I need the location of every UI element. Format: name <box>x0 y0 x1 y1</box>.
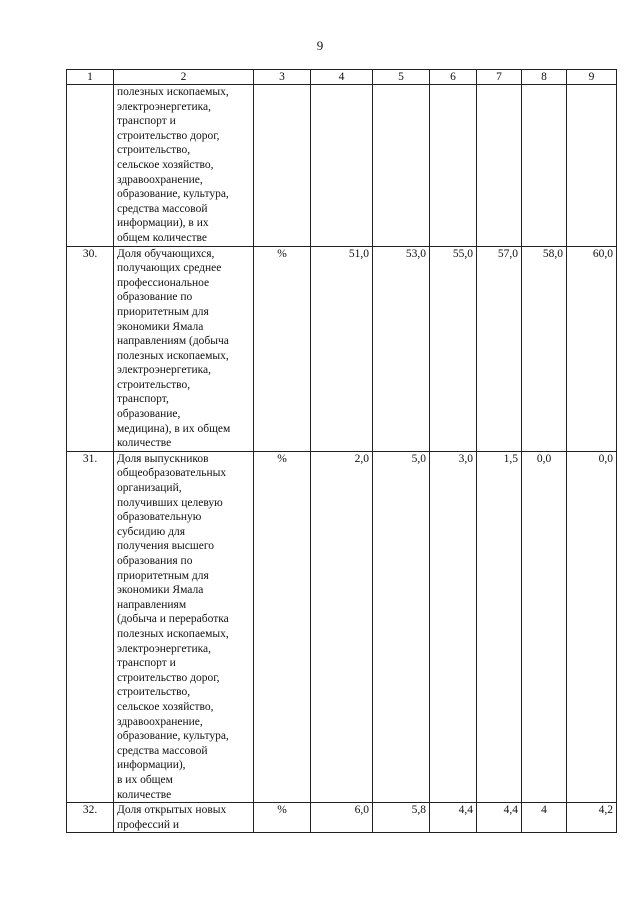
row-value: 1,5 <box>477 451 522 802</box>
row-description: полезных ископаемых, электроэнергетика, транспорт и строительство дорог, строительство, сельское хозяйство, здравоохранение, образование, культура, средства массовой информации), в их общем количестве <box>114 85 254 247</box>
column-header-7: 7 <box>477 70 522 85</box>
row-value <box>477 85 522 247</box>
row-description: Доля обучающихся, получающих среднее профессиональное образование по приоритетным для экономики Ямала направлениям (добыча полезных ископаемых, электроэнергетика, строительство, транспорт, образование, медицина), в их общем количестве <box>114 246 254 451</box>
page-number: 9 <box>316 38 324 53</box>
row-value <box>311 85 373 247</box>
row-number <box>67 85 114 247</box>
row-number: 30. <box>67 246 114 451</box>
row-number: 31. <box>67 451 114 802</box>
header-row <box>67 70 617 85</box>
row-value: 55,0 <box>430 246 477 451</box>
row-value: 60,0 <box>567 246 617 451</box>
column-header-4: 4 <box>311 70 373 85</box>
row-value: 3,0 <box>430 451 477 802</box>
table-row <box>67 246 617 451</box>
row-unit: % <box>254 451 311 802</box>
row-value: 2,0 <box>311 451 373 802</box>
row-value: 5,0 <box>373 451 430 802</box>
row-value <box>430 85 477 247</box>
row-value: 4,2 <box>567 803 617 833</box>
column-header-5: 5 <box>373 70 430 85</box>
row-value: 5,8 <box>373 803 430 833</box>
row-value: 0,0 <box>567 451 617 802</box>
indicators-table <box>66 69 617 833</box>
row-value <box>373 85 430 247</box>
row-value <box>522 85 567 247</box>
row-unit: % <box>254 803 311 833</box>
row-value <box>567 85 617 247</box>
row-number: 32. <box>67 803 114 833</box>
row-value: 51,0 <box>311 246 373 451</box>
column-header-1: 1 <box>67 70 114 85</box>
table-row <box>67 803 617 833</box>
row-unit: % <box>254 246 311 451</box>
row-value: 4 <box>522 803 567 833</box>
row-description: Доля открытых новых профессий и <box>114 803 254 833</box>
column-header-6: 6 <box>430 70 477 85</box>
row-value: 4,4 <box>430 803 477 833</box>
row-value: 4,4 <box>477 803 522 833</box>
row-description: Доля выпускников общеобразовательных организаций, получивших целевую образовательную субсидию для получения высшего образования по приоритетным для экономики Ямала направлениям (добыча и переработка полезных ископаемых, электроэнергетика, транспорт и строительство дорог, строительство, сельское хозяйство, здравоохранение, образование, культура, средства массовой информации), в их общем количестве <box>114 451 254 802</box>
column-header-3: 3 <box>254 70 311 85</box>
column-header-8: 8 <box>522 70 567 85</box>
column-header-9: 9 <box>567 70 617 85</box>
row-value: 6,0 <box>311 803 373 833</box>
row-value: 58,0 <box>522 246 567 451</box>
column-header-2: 2 <box>114 70 254 85</box>
table-row <box>67 451 617 802</box>
row-value: 57,0 <box>477 246 522 451</box>
row-value: 0,0 <box>522 451 567 802</box>
row-value: 53,0 <box>373 246 430 451</box>
row-unit <box>254 85 311 247</box>
table-row <box>67 85 617 247</box>
